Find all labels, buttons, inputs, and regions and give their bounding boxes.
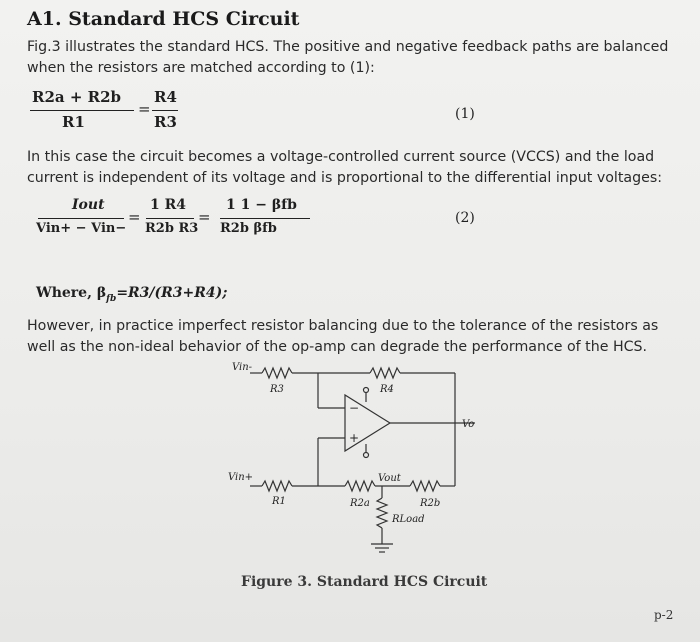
- eq1-denominator-right: R3: [154, 113, 177, 131]
- eq2-mid-numerator: 1 R4: [150, 197, 186, 213]
- paragraph-3-line-1: However, in practice imperfect resistor balancing due to the tolerance of the resistors as: [27, 318, 659, 334]
- r4-resistor: [370, 368, 400, 378]
- vo-label: Vo: [462, 419, 475, 430]
- eq2-right-numerator: 1 1 − βfb: [226, 197, 297, 213]
- paragraph-2-line-1: In this case the circuit becomes a voltage-controlled current source (VCCS) and the load: [27, 149, 655, 165]
- rload-label: RLoad: [392, 514, 425, 525]
- r3-resistor: [262, 368, 292, 378]
- eq1-numerator-right: R4: [154, 88, 177, 106]
- paragraph-1-line-2: when the resistors are matched according to (1):: [27, 60, 375, 76]
- r1-resistor: [262, 481, 292, 491]
- rload-resistor: [377, 498, 387, 528]
- eq1-numerator-left: R2a + R2b: [32, 88, 122, 106]
- eq1-equals: =: [138, 100, 151, 118]
- r2a-label: R2a: [350, 498, 370, 509]
- paragraph-1-line-1: Fig.3 illustrates the standard HCS. The positive and negative feedback paths are balanced: [27, 39, 669, 55]
- eq2-right-denominator: R2b βfb: [220, 221, 277, 236]
- r3-label: R3: [270, 384, 284, 395]
- eq1-number: (1): [455, 106, 475, 122]
- paragraph-3-line-2: well as the non-ideal behavior of the op-amp can degrade the performance of the HCS.: [27, 339, 648, 355]
- eq2-equals-1: =: [128, 208, 141, 226]
- vout-label: Vout: [378, 473, 401, 484]
- eq1-denominator-left: R1: [62, 113, 85, 131]
- r2b-label: R2b: [420, 498, 441, 509]
- vin-plus-label: Vin+: [228, 472, 254, 483]
- eq2-numerator-left: Iout: [72, 197, 105, 213]
- section-title: A1. Standard HCS Circuit: [27, 8, 300, 30]
- page-number: p-2: [654, 608, 674, 622]
- eq2-denominator-left: Vin+ − Vin−: [36, 221, 127, 236]
- where-line: Where, $\beta_{fb}=R3/(R3+R4)$;: [36, 285, 228, 304]
- r2a-resistor: [345, 481, 375, 491]
- r1-label: R1: [272, 496, 286, 507]
- plus-sign-label: +: [349, 431, 360, 445]
- r2b-resistor: [410, 481, 440, 491]
- minus-sign-label: −: [349, 401, 360, 415]
- eq2-mid-denominator: R2b R3: [145, 221, 199, 236]
- figure-caption: Figure 3. Standard HCS Circuit: [241, 574, 488, 590]
- r4-label: R4: [380, 384, 394, 395]
- vin-minus-label: Vin-: [232, 362, 253, 373]
- paragraph-2-line-2: current is independent of its voltage and is proportional to the differential input voltages:: [27, 170, 663, 186]
- eq2-number: (2): [455, 210, 475, 226]
- eq2-equals-2: =: [198, 208, 211, 226]
